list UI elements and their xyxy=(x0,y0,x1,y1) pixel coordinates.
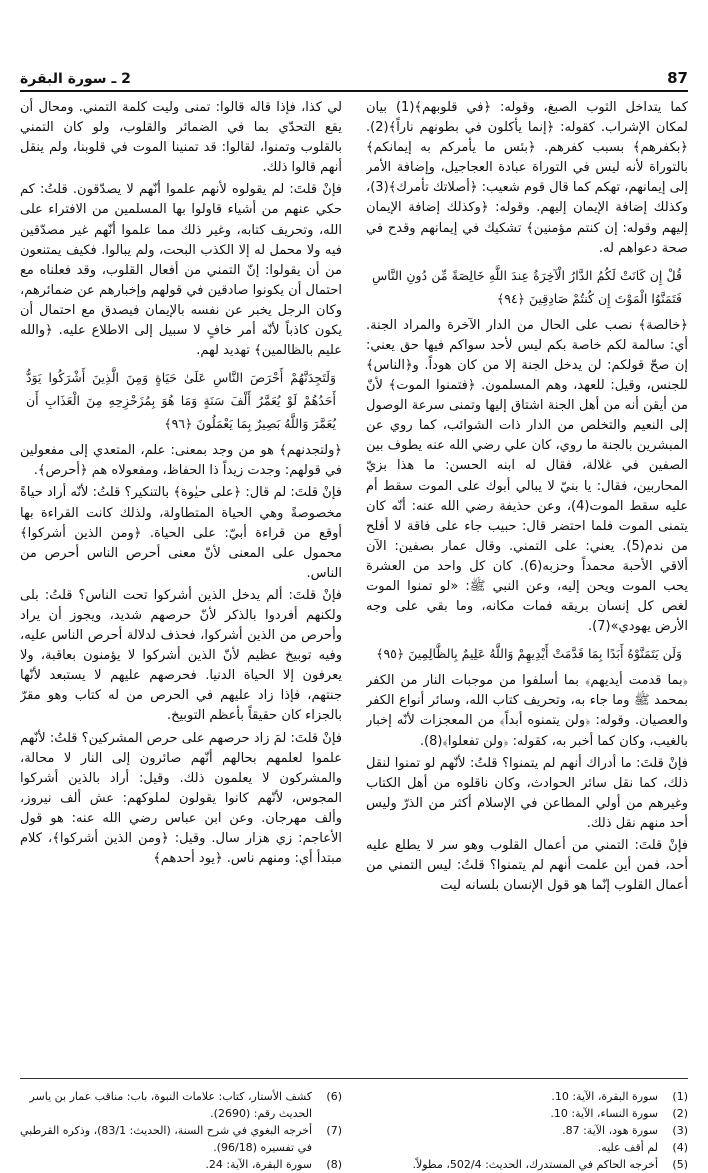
footnote-number: (1) xyxy=(672,1090,688,1103)
surah-title: 2 ـ سورة البقرة xyxy=(20,71,131,87)
paragraph: ﴿بما قدمت أيديهم﴾ بما أسلفوا من موجبات النار من الكفر بمحمد ﷺ وما جاء به، وتحريف كتاب الله، وسائر أنواع الكفر والعصيان. وقوله: ﴿ولن يتمنوه أبداً﴾ من المعجزات لأنّه إخبار بالغيب، وكان كما أخبر به، كقوله: ﴿ولن تفعلوا﴾(8). xyxy=(366,673,688,749)
paragraph: فإنْ قلتَ: لم يقولوه لأنهم علموا أنّهم لا يصدّقون. قلتُ: كم حكي عنهم من أشياء قاولوا بها المسلمين من الافتراء على الله، وتحريف كتابه، وغير ذلك مما علموا أنّهم غير مصدّقين فيه ولا محمل له إلا الكذب البحت، ولم يبالوا. فكيف يمتنعون من أن يقولوا: إنّ التمني من أفعال القلوب، وقد فعلناه مع احتمال أن يكونوا صادقين في قولهم وإخبارهم عن ضمائرهم، وكان الرجل يخبر عن نفسه بالإيمان فيصدق مع احتمال أن يكون كاذباً لأنّه أمر خافٍ لا سبيل إلى الاطلاع عليه. ﴿والله عليم بالظالمين﴾ تهديد لهم. xyxy=(20,182,342,359)
footnotes-left xyxy=(20,1088,342,1173)
footnote-divider xyxy=(20,1078,688,1079)
footnote xyxy=(366,1088,688,1105)
left-column xyxy=(20,98,342,1050)
paragraph: فإنْ قلتَ: لم قال: ﴿على حيٰوة﴾ بالتنكير؟ قلتُ: لأنّه أراد حياةً مخصوصةً وهي الحياة المتطاولة، ولذلك كانت القراءة بها أوقع من قراءة أبيّ: على الحياة. ﴿ومن الذين أشركوا﴾ محمول على المعنى لأنّ معنى أحرص الناس أحرص من الناس. xyxy=(20,485,342,581)
right-column xyxy=(366,98,688,1050)
paragraph: ﴿ولتجدنهم﴾ هو من وجد بمعنى: علم، المتعدي إلى مفعولين في قولهم: وجدت زيداً ذا الحفاظ، ومفعولاه هم ﴿أحرص﴾. xyxy=(20,443,342,479)
quran-verse: قُلْ إِن كَانَتْ لَكُمُ الدَّارُ الْآخِرَةُ عِندَ اللَّهِ خَالِصَةً مِّن دُونِ النَّاسِ فَتَمَنَّوُا الْمَوْتَ إِن كُنتُمْ صَادِقِينَ ﴿٩٤﴾ xyxy=(372,267,682,306)
footnote xyxy=(20,1156,342,1173)
paragraph: فإنْ قلتَ: ألم يدخل الذين أشركوا تحت الناس؟ قلتُ: بلى ولكنهم أفردوا بالذكر لأنّ حرصهم شديد، ويجوز أن يراد وأحرص من الذين أشركوا، فحذف لدلالة أحرص الناس عليه، وفيه توبيخ عظيم لأنّ الذين أشركوا لا يؤمنون بعاقبة، ولا يعرفون إلا الحياة الدنيا. فحرصهم عليهم لا يستبعد لأنّها جنتهم، فإذا زاد عليهم في الحرص من له كتاب وهو مقرّ بالجزاء كان حقيقاً بأعظم التوبيخ. xyxy=(20,587,342,724)
footnote xyxy=(366,1122,688,1139)
footnote-text: سورة البقرة، الآية: 10. xyxy=(551,1090,658,1103)
footnote xyxy=(366,1139,688,1156)
footnotes-right xyxy=(366,1088,688,1173)
footnote-number: (5) xyxy=(672,1158,688,1171)
quran-verse: وَلَتَجِدَنَّهُمْ أَحْرَصَ النَّاسِ عَلَىٰ حَيَاةٍ وَمِنَ الَّذِينَ أَشْرَكُوا يَوَدُّ أَحَدُهُمْ لَوْ يُعَمَّرُ أَلْفَ سَنَةٍ وَمَا هُوَ بِمُزَحْزِحِهِ مِنَ الْعَذَابِ أَن يُعَمَّرَ وَاللَّهُ بَصِيرٌ بِمَا يَعْمَلُونَ ﴿٩٦﴾ xyxy=(26,370,336,432)
footnote-text: أخرجه البغوي في شرح السنة، (الحديث: 83/1)، وذكره القرطبي في تفسيره (96/18). xyxy=(20,1124,312,1154)
running-header xyxy=(20,66,688,92)
footnote xyxy=(20,1088,342,1122)
footnote-number: (6) xyxy=(326,1090,342,1103)
footnote-text: سورة البقرة، الآية: 24. xyxy=(205,1158,312,1171)
footnote-number: (8) xyxy=(326,1158,342,1171)
footnote-number: (2) xyxy=(672,1107,688,1120)
footnote-number: (3) xyxy=(672,1124,688,1137)
page-number: 87 xyxy=(667,69,688,87)
paragraph: فإنْ قلتَ: التمني من أعمال القلوب وهو سر لا يطلع عليه أحد، فمن أين علمت أنهم لم يتمنوا؟ قلتُ: ليس التمني من أعمال القلوب إنّما هو قول الإنسان بلسانه ليت xyxy=(366,838,688,894)
footnote-text: لم أقف عليه. xyxy=(597,1141,658,1154)
footnote-text: سورة هود، الآية: 87. xyxy=(562,1124,658,1137)
paragraph: فإنْ قلتَ: لمَ زاد حرصهم على حرص المشركين؟ قلتُ: لأنّهم علموا لعلمهم بحالهم أنّهم صائرون إلى النار لا محالة، والمشركون لا يعلمون ذلك. وقيل: أراد بالذين أشركوا المجوس، لأنّهم كانوا يقولون لملوكهم: عش ألف نيروز، وألف مهرجان. وعن ابن عباس رضي الله عنه: هو قول الأعاجم: زي هزار سال. وقيل: ﴿ومن الذين أشركوا﴾، كلام مبتدأ أي: ومنهم ناس. ﴿يود أحدهم﴾ xyxy=(20,730,342,867)
paragraph: فإنْ قلتَ: ما أدراك أنهم لم يتمنوا؟ قلتُ: لأنّهم لو تمنوا لنقل ذلك، كما نقل سائر الحوادث، وكان ناقلوه من أهل الكتاب وغيرهم من أولي المطاعن في الإسلام أكثر من الذرّ وليس أحد منهم نقل ذلك. xyxy=(366,755,688,831)
footnote-number: (7) xyxy=(326,1124,342,1137)
footnote-text: سورة النساء، الآية: 10. xyxy=(550,1107,658,1120)
footnote xyxy=(20,1122,342,1156)
footnote-number: (4) xyxy=(672,1141,688,1154)
paragraph: ﴿خالصة﴾ نصب على الحال من الدار الآخرة والمراد الجنة. أي: سالمة لكم خاصة بكم ليس لأحد سواكم فيها حق يعني: إن صحّ قولكم: لن يدخل الجنة إلا من كان هوداً. و﴿الناس﴾ للجنس، وقيل: للعهد، وهم المسلمون. ﴿فتمنوا الموت﴾ لأنّ من أيقن أنه من أهل الجنة اشتاق إليها وتمنى سرعة الوصول إلى النعيم والتخلص من الدار ذات الشوائب، كما روي عن المبشرين بالجنة ما روي، كان علي رضي الله عنه يطوف بين الصفين في غلالة، فقال له ابنه الحسن: ما هذا بزيّ المحاربين، فقال: يا بنيّ لا يبالي أبوك على الموت سقط أم عليه سقط الموت(4)، وعن حذيفة رضي الله عنه: أنّه كان يتمنى الموت فلما احتضر قال: حبيب جاء على فاقة لا أفلح من ندم(5). يعني: على التمني. وقال عمار بصفين: الآن ألاقي الأحبة محمداً وحزبه(6). كان كل واحد من العشرة يحب الموت ويحن إليه، وعن النبي ﷺ: «لو تمنوا الموت لغص كل إنسان بريقه فمات مكانه، وما بقي على وجه الأرض يهودي»(7). xyxy=(366,317,688,635)
footnote xyxy=(366,1156,688,1173)
paragraph: لي كذا، فإذا قاله قالوا: تمنى وليت كلمة التمني. ومحال أن يقع التحدّي بما في الضمائر والقلوب، ولو كان التمني بالقلوب وتمنوا، لقالوا: قد تمنينا الموت في قلوبنا، ولم ينقل أنهم قالوا ذلك. xyxy=(20,100,342,176)
paragraph: كما يتداخل الثوب الصبغ، وقوله: ﴿في قلوبهم﴾(1) بيان لمكان الإشراب. كقوله: ﴿إنما يأكلون في بطونهم ناراً﴾(2). ﴿بكفرهم﴾ بسبب كفرهم. ﴿بئس ما يأمركم به إيمانكم﴾ بالتوراة لأنه ليس في التوراة عبادة العجاجيل، وإضافة الأمر إلى إيمانهم، تهكم كما قال قوم شعيب: ﴿أصلاتك تأمرك﴾(3)، وكذلك إضافة الإيمان إليهم. وقوله: ﴿وكذلك إضافة الإيمان إليهم وقوله: إن كنتم مؤمنين﴾ تشكيك في إيمانهم وقدح في صحة دعواهم له. xyxy=(366,100,688,256)
footnote-text: كشف الأستار، كتاب: علامات النبوة، باب: مناقب عمار بن ياسر الحديث رقم: (2690). xyxy=(29,1090,312,1120)
footnote xyxy=(366,1105,688,1122)
footnote-text: أخرجه الحاكم في المستدرك، الحديث: 502/4، مطولاً. xyxy=(412,1158,658,1171)
quran-verse: وَلَن يَتَمَنَّوْهُ أَبَدًا بِمَا قَدَّمَتْ أَيْدِيهِمْ وَاللَّهُ عَلِيمٌ بِالظَّالِمِينَ ﴿٩٥﴾ xyxy=(376,646,682,662)
